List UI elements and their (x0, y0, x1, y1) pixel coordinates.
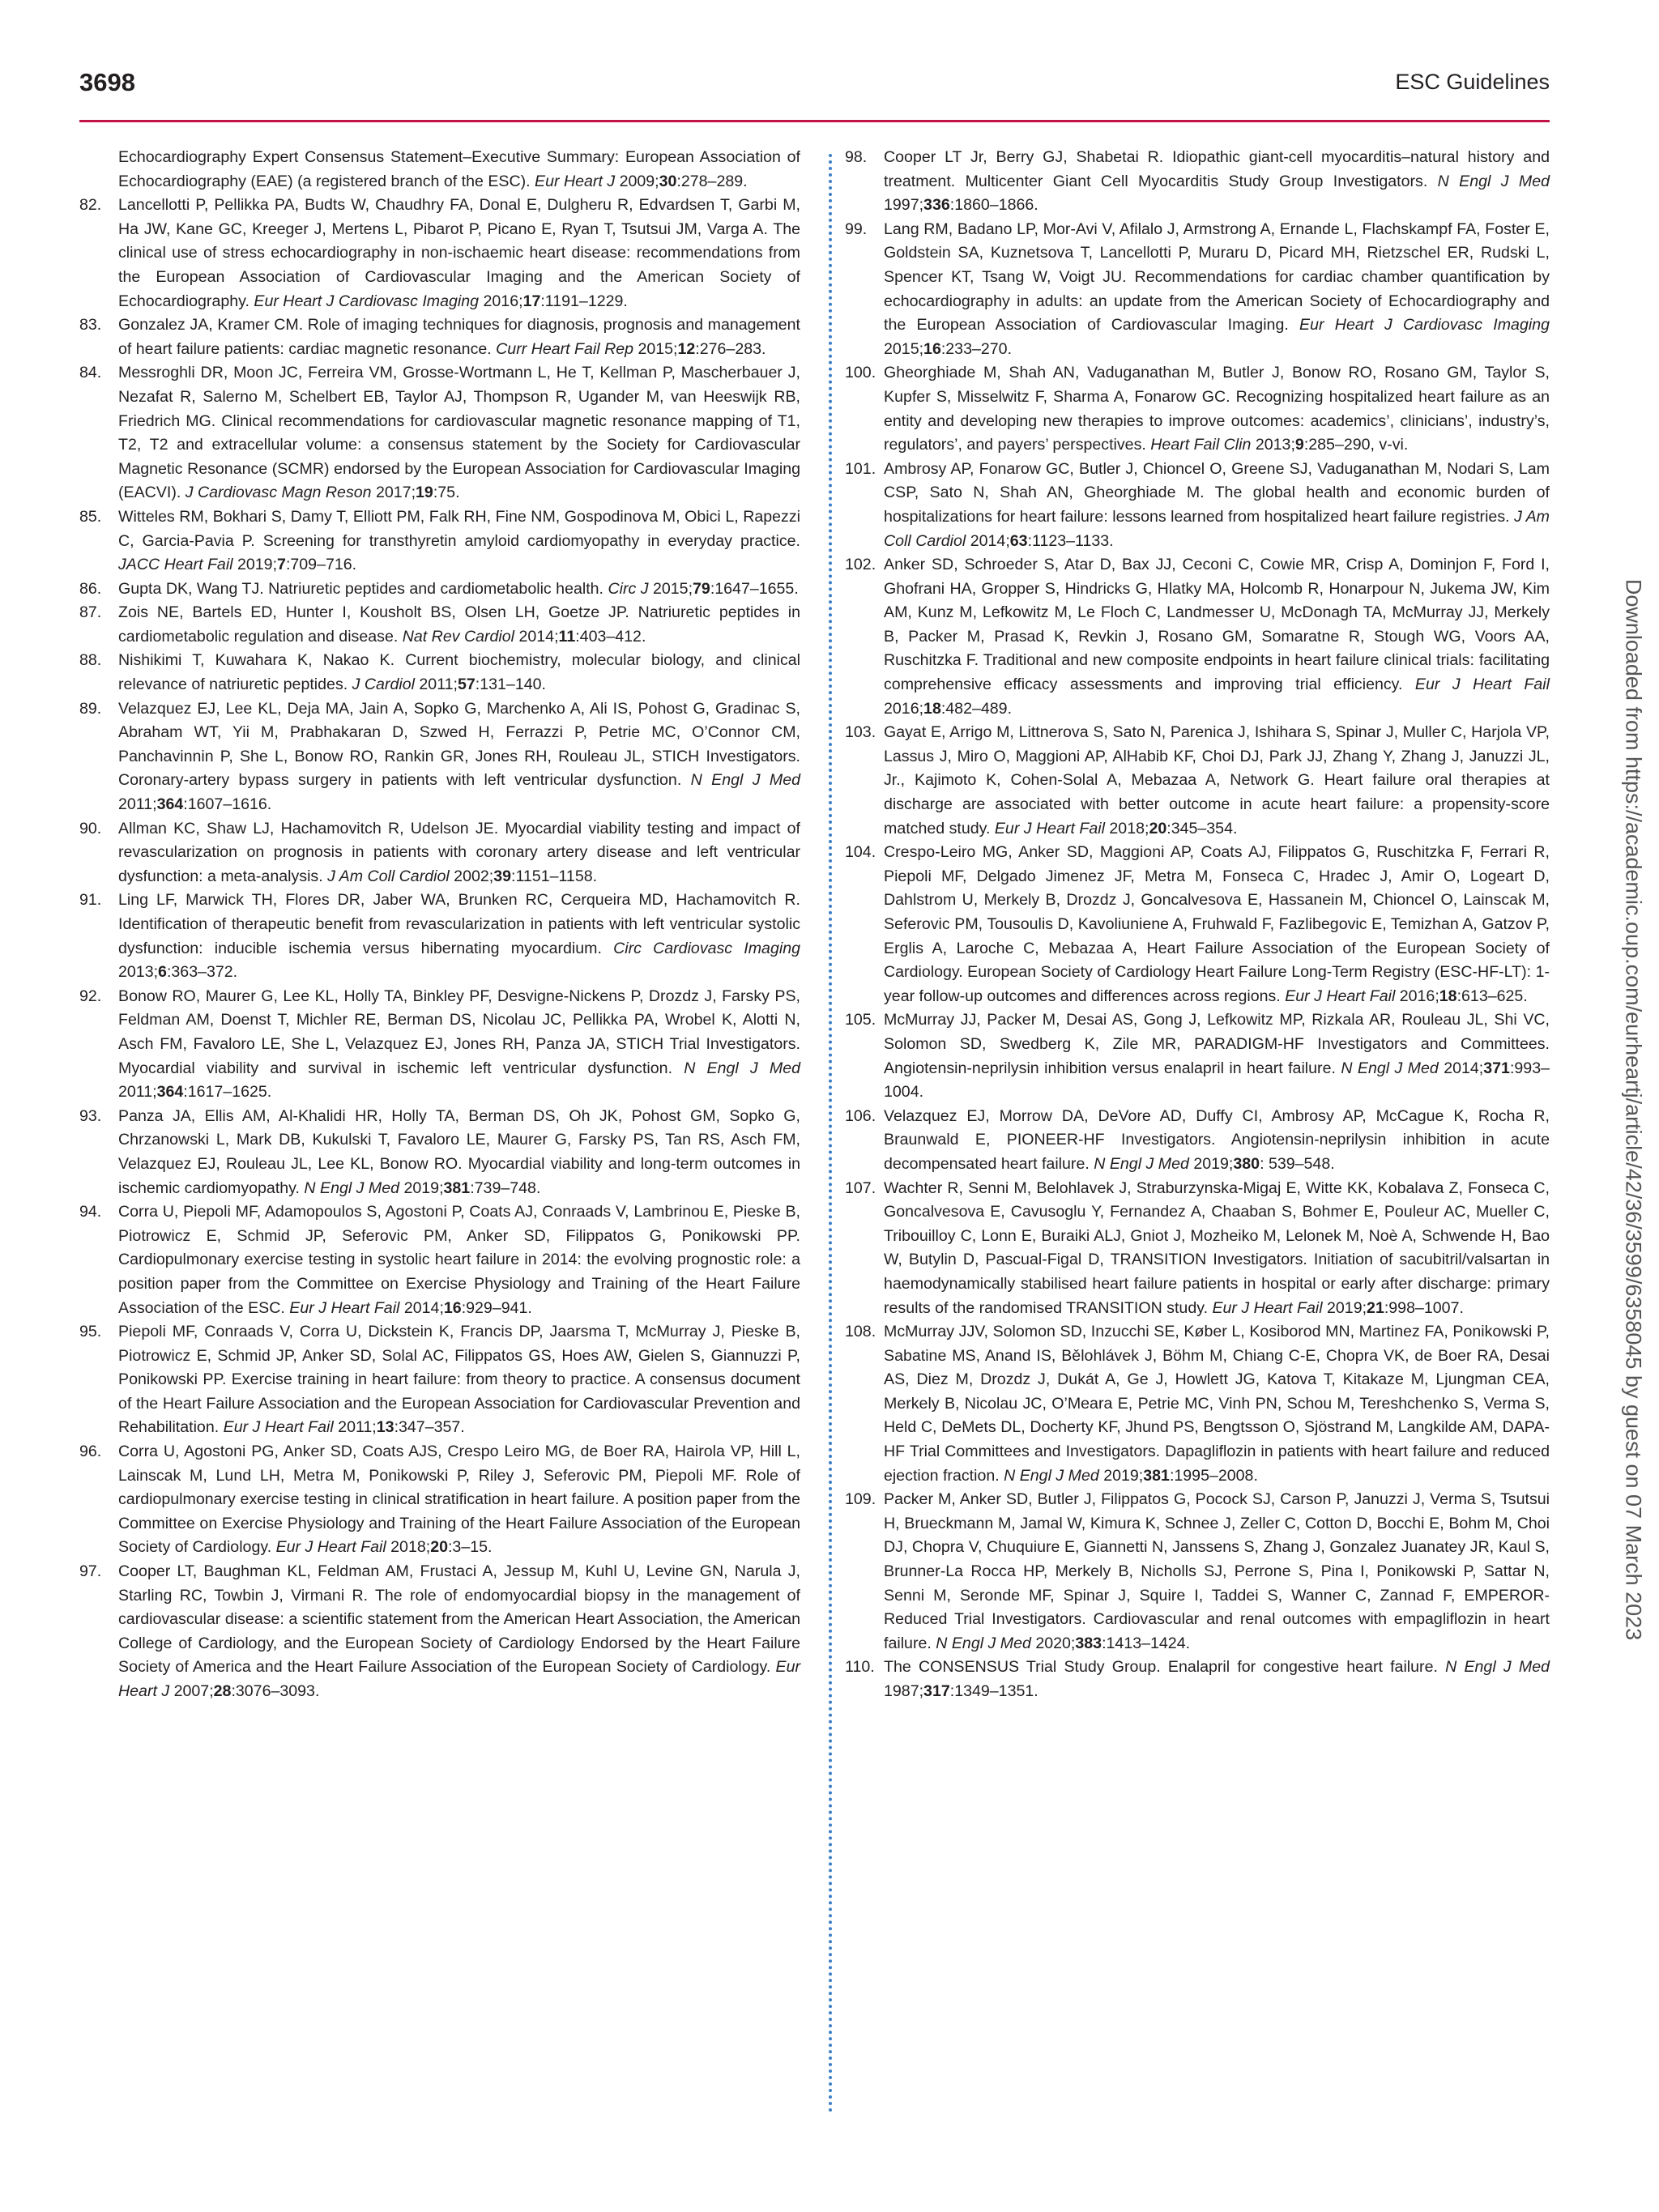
reference-text: Zois NE, Bartels ED, Hunter I, Kousholt BS, Olsen LH, Goetze JP. Natriuretic peptides in cardiometabolic regulation and disease. (118, 603, 800, 646)
reference-number: 88. (79, 651, 102, 670)
page-range: :131–140. (475, 676, 546, 694)
volume-number: 16 (923, 339, 941, 358)
page-range: :998–1007. (1384, 1298, 1464, 1317)
journal-name: N Engl J Med (690, 771, 800, 790)
reference-number: 102. (845, 556, 876, 574)
reference-year: 2019; (1188, 1154, 1234, 1173)
reference-text: Velazquez EJ, Lee KL, Deja MA, Jain A, Sopko G, Marchenko A, Ali IS, Pohost G, Gradinac S, Abraham WT, Yii M, Prabhakaran D, Szwed H, Ferrazzi P, Petrie MC, O’Connor CM, Panchavinnin P, She L, Bonow RO, Rankin GR, Jones RH, Rouleau JL, STICH Investigators. Coronary-artery bypass surgery in patients with left ventricular dysfunction. (118, 699, 800, 790)
reference-year: 2019; (399, 1178, 444, 1197)
reference-number: 107. (845, 1178, 876, 1197)
reference-year: 2014; (514, 627, 559, 646)
volume-number: 39 (493, 867, 512, 885)
reference-year: 2017; (371, 484, 416, 502)
journal-name: Eur J Heart Fail (289, 1298, 400, 1317)
reference-item (845, 1320, 1550, 1488)
reference-item (845, 1488, 1550, 1656)
journal-name: J Am Coll Cardiol (884, 507, 1550, 550)
reference-text: Nishikimi T, Kuwahara K, Nakao K. Current biochemistry, molecular biology, and clinical relevance of natriuretic peptides. (118, 651, 800, 694)
volume-number: 21 (1367, 1298, 1384, 1317)
reference-item (79, 313, 800, 361)
journal-name: Eur J Heart Fail (275, 1538, 386, 1557)
download-notice-text: Downloaded from https://academic.oup.com/eurheartj/article/42/36/3599/6358045 by guest on 07 March 2023 (1621, 578, 1646, 1641)
reference-text: Lang RM, Badano LP, Mor-Avi V, Afilalo J, Armstrong A, Ernande L, Flachskampf FA, Foster E, Goldstein SA, Kuznetsova T, Lancellotti P, Muraru D, Picard MH, Rietzschel ER, Rudski L, Spencer KT, Tsang W, Voigt JU. Recommendations for cardiac chamber quantification by echocardiography in adults: an update from the American Society of Echocardiography and the European Association of Cardiovascular Imaging. (884, 219, 1550, 335)
reference-number: 94. (79, 1203, 102, 1221)
volume-number: 371 (1483, 1059, 1510, 1077)
header-rule (79, 120, 1550, 122)
reference-year: 2013; (1251, 436, 1295, 454)
reference-year: 2015; (648, 579, 693, 598)
volume-number: 19 (416, 484, 433, 502)
journal-name: N Engl J Med (1341, 1059, 1439, 1077)
reference-item (79, 505, 800, 578)
volume-number: 63 (1009, 531, 1028, 550)
reference-year: 2011; (414, 676, 458, 694)
reference-text: Echocardiography Expert Consensus Statement–Executive Summary: European Association of Echocardiography (EAE) (a registered branch of the ESC). (118, 148, 800, 190)
page-range: :363–372. (166, 963, 238, 982)
page-range: :1349–1351. (949, 1682, 1038, 1700)
reference-item (79, 578, 800, 602)
reference-year: 2018; (1104, 819, 1149, 837)
volume-number: 18 (1439, 987, 1457, 1005)
journal-name: Heart Fail Clin (1150, 436, 1252, 454)
page-range: :1607–1616. (183, 795, 272, 814)
reference-text: Witteles RM, Bokhari S, Damy T, Elliott PM, Falk RH, Fine NM, Gospodinova M, Obici L, Rapezzi C, Garcia-Pavia P. Screening for transthyretin amyloid cardiomyopathy in everyday practice. (118, 507, 800, 550)
reference-number: 98. (845, 148, 868, 166)
journal-name: JACC Heart Fail (118, 556, 233, 574)
volume-number: 380 (1233, 1154, 1260, 1173)
journal-name: N Engl J Med (1004, 1466, 1099, 1485)
reference-year: 2015; (884, 339, 924, 358)
journal-name: Eur J Heart Fail (223, 1418, 334, 1437)
reference-number: 110. (845, 1658, 875, 1677)
journal-name: Eur J Heart Fail (1414, 676, 1550, 694)
volume-number: 381 (1143, 1466, 1170, 1485)
reference-year: 1997; (884, 196, 924, 215)
page-range: :1191–1229. (540, 292, 628, 310)
reference-item (79, 1200, 800, 1320)
journal-name: Eur J Heart Fail (1285, 987, 1396, 1005)
volume-number: 12 (677, 339, 696, 358)
page-range: :347–357. (394, 1418, 465, 1437)
volume-number: 336 (923, 196, 950, 215)
volume-number: 6 (158, 963, 167, 982)
reference-text: Packer M, Anker SD, Butler J, Filippatos G, Pocock SJ, Carson P, Januzzi J, Verma S, Tsutsui H, Brueckmann M, Jamal W, Kimura K, Schnee J, Zeller C, Cotton D, Bocchi E, Bohm M, Choi DJ, Chopra V, Chuquiure E, Giannetti N, Janssens S, Zhang J, Gonzalez Juanatey JR, Kaul S, Brunner-La Rocca HP, Merkely B, Nicholls SJ, Perrone S, Pina I, Ponikowski P, Sattar N, Senni M, Seronde MF, Spinar J, Squire I, Taddei S, Wanner C, Zannad F, EMPEROR-Reduced Trial Investigators. Cardiovascular and renal outcomes with empagliflozin in heart failure. (884, 1490, 1550, 1652)
volume-number: 30 (659, 172, 677, 190)
reference-number: 84. (79, 364, 102, 382)
reference-year: 2014; (966, 531, 1010, 550)
page-range: : 539–548. (1260, 1154, 1335, 1173)
running-head: ESC Guidelines (1395, 70, 1550, 94)
reference-list-right (845, 146, 1550, 1704)
journal-name: J Cardiol (352, 676, 415, 694)
reference-item (845, 841, 1550, 1008)
volume-number: 20 (1149, 819, 1167, 837)
page-range: :482–489. (940, 699, 1013, 718)
reference-item (845, 458, 1550, 553)
volume-number: 57 (458, 676, 476, 694)
reference-number: 83. (79, 316, 102, 335)
reference-number: 86. (79, 579, 102, 598)
reference-item (79, 697, 800, 817)
reference-text: Ling LF, Marwick TH, Flores DR, Jaber WA, Brunken RC, Cerqueira MD, Hachamovitch R. Identification of therapeutic benefit from revascularization in patients with left ventricular systolic dysfunction: inducible ischemia versus hibernating myocardium. (118, 891, 800, 957)
journal-name: Eur Heart J (118, 1658, 800, 1700)
journal-name: J Cardiovasc Magn Reson (185, 484, 372, 502)
reference-text: Messroghli DR, Moon JC, Ferreira VM, Grosse-Wortmann L, He T, Kellman P, Mascherbauer J, Nezafat R, Salerno M, Schelbert EB, Taylor AJ, Thompson R, Ugander M, van Heeswijk RB, Friedrich MG. Clinical recommendations for cardiovascular magnetic resonance mapping of T1, T2, T2 and extracellular volume: a consensus statement by the Society for Cardiovascular Magnetic Resonance (SCMR) endorsed by the European Association for Cardiovascular Imaging (EACVI). (118, 364, 800, 502)
reference-text: Lancellotti P, Pellikka PA, Budts W, Chaudhry FA, Donal E, Dulgheru R, Edvardsen T, Garbi M, Ha JW, Kane GC, Kreeger J, Mertens L, Pibarot P, Picano E, Ryan T, Tsutsui JM, Varga A. The clinical use of stress echocardiography in non-ischaemic heart disease: recommendations from the European Association of Cardiovascular Imaging and the American Society of Echocardiography. (118, 196, 800, 310)
reference-year: 2015; (633, 339, 678, 358)
reference-number: 93. (79, 1106, 102, 1125)
journal-name: Circ J (608, 579, 649, 598)
page-range: :1123–1133. (1027, 531, 1114, 550)
journal-name: Eur Heart J Cardiovasc Imaging (254, 292, 480, 310)
page-range: :75. (433, 484, 460, 502)
page-range: :929–941. (461, 1298, 532, 1317)
reference-text: Anker SD, Schroeder S, Atar D, Bax JJ, Ceconi C, Cowie MR, Crisp A, Dominjon F, Ford I, Ghofrani HA, Gropper S, Hindricks G, Hlatky MA, Holcomb R, Honarpour N, Jukema JW, Kim AM, Kunz M, Lefkowitz M, Le Floch C, Landmesser U, McDonagh TA, McMurray JJ, Merkely B, Packer M, Prasad K, Revkin J, Rosano GM, Somaratne R, Stough WG, Voors AA, Ruschitzka F. Traditional and new composite endpoints in heart failure clinical trials: facilitating comprehensive efficacy assessments and improving trial efficiency. (884, 556, 1550, 694)
reference-year: 2014; (1438, 1059, 1484, 1077)
reference-item (79, 1560, 800, 1704)
reference-number: 90. (79, 819, 102, 837)
reference-number: 87. (79, 603, 102, 622)
volume-number: 383 (1075, 1634, 1102, 1652)
reference-text: Crespo-Leiro MG, Anker SD, Maggioni AP, Coats AJ, Filippatos G, Ruschitzka F, Ferrari R, Piepoli MF, Delgado Jimenez JF, Metra M, Fonseca C, Hradec J, Amir O, Logeart D, Dahlstrom U, Merkely B, Drozdz J, Goncalvesova E, Hassanein M, Chioncel O, Lainscak M, Seferovic PM, Tousoulis D, Kavoliuniene A, Fruhwald F, Fazlibegovic E, Temizhan A, Gatzov P, Erglis A, Laroche C, Mebazaa A, Heart Failure Association of the European Society of Cardiology. European Society of Cardiology Heart Failure Long-Term Registry (ESC-HF-LT): 1-year follow-up outcomes and differences across regions. (884, 843, 1550, 1005)
reference-text: Gheorghiade M, Shah AN, Vaduganathan M, Butler J, Bonow RO, Rosano GM, Taylor S, Kupfer S, Misselwitz F, Sharma A, Fonarow GC. Recognizing hospitalized heart failure as an entity and developing new therapies to improve outcomes: academics’, clinicians’, industry’s, regulators’, and payers’ perspectives. (884, 364, 1550, 454)
volume-number: 364 (156, 1083, 184, 1102)
reference-number: 96. (79, 1443, 102, 1461)
reference-text: The CONSENSUS Trial Study Group. Enalapril for congestive heart failure. (884, 1658, 1446, 1677)
reference-text: Wachter R, Senni M, Belohlavek J, Straburzynska-Migaj E, Witte KK, Kobalava Z, Fonseca C, Goncalvesova E, Cavusoglu Y, Fernandez A, Chaaban S, Bohmer E, Pouleur AC, Mueller C, Tribouilloy C, Lonn E, Buraiki ALJ, Gniot J, Mozheiko M, Lelonek M, Noè A, Schwende H, Bao W, Butylin D, Pascual-Figal D, TRANSITION Investigators. Initiation of sacubitril/valsartan in haemodynamically stabilised heart failure patients in hospital or early after discharge: primary results of the randomised TRANSITION study. (884, 1178, 1550, 1317)
reference-item (845, 361, 1550, 457)
reference-year: 2011; (118, 1083, 157, 1102)
volume-number: 381 (443, 1178, 471, 1197)
reference-number: 105. (845, 1011, 876, 1029)
reference-year: 2011; (118, 795, 157, 814)
reference-year: 2016; (1395, 987, 1439, 1005)
reference-year: 2007; (169, 1682, 214, 1700)
page-range: :285–290, v-vi. (1303, 436, 1409, 454)
reference-text: Cooper LT Jr, Berry GJ, Shabetai R. Idiopathic giant-cell myocarditis–natural history and treatment. Multicenter Giant Cell Myocarditis Study Group Investigators. (884, 148, 1550, 190)
journal-name: Eur Heart J (535, 172, 616, 190)
page-range: :1647–1655. (710, 579, 799, 598)
reference-number: 109. (845, 1490, 876, 1509)
reference-year: 2019; (1322, 1298, 1367, 1317)
reference-number: 91. (79, 891, 102, 910)
journal-name: Circ Cardiovasc Imaging (613, 939, 800, 957)
volume-number: 20 (430, 1538, 448, 1557)
journal-name: Curr Heart Fail Rep (496, 339, 634, 358)
journal-name: N Engl J Med (936, 1634, 1031, 1652)
reference-text: Velazquez EJ, Morrow DA, DeVore AD, Duffy CI, Ambrosy AP, McCague K, Rocha R, Braunwald E, PIONEER-HF Investigators. Angiotensin-neprilysin inhibition in acute decompensated heart failure. (884, 1106, 1550, 1173)
reference-text: Allman KC, Shaw LJ, Hachamovitch R, Udelson JE. Myocardial viability testing and impact of revascularization on prognosis in patients with coronary artery disease and left ventricular dysfunction: a meta-analysis. (118, 819, 800, 885)
reference-number: 99. (845, 219, 868, 238)
reference-number: 104. (845, 843, 876, 862)
reference-text: Bonow RO, Maurer G, Lee KL, Holly TA, Binkley PF, Desvigne-Nickens P, Drozdz J, Farsky PS, Feldman AM, Doenst T, Michler RE, Berman DS, Nicolau JC, Pellikka PA, Wrobel K, Alotti N, Asch FM, Favaloro LE, She L, Velazquez EJ, Jones RH, Panza JA, STICH Trial Investigators. Myocardial viability and survival in ischemic left ventricular dysfunction. (118, 987, 800, 1077)
reference-item (79, 1105, 800, 1200)
reference-text: Cooper LT, Baughman KL, Feldman AM, Frustaci A, Jessup M, Kuhl U, Levine GN, Narula J, Starling RC, Towbin J, Virmani R. The role of endomyocardial biopsy in the management of cardiovascular disease: a scientific statement from the American Heart Association, the American College of Cardiology, and the European Society of Cardiology Endorsed by the Heart Failure Society of America and the Heart Failure Association of the European Society of Cardiology. (118, 1562, 800, 1677)
volume-number: 317 (923, 1682, 950, 1700)
reference-year: 2002; (449, 867, 494, 885)
page-range: :345–354. (1166, 819, 1238, 837)
reference-text: McMurray JJ, Packer M, Desai AS, Gong J, Lefkowitz MP, Rizkala AR, Rouleau JL, Shi VC, Solomon SD, Swedberg K, Zile MR, PARADIGM-HF Investigators and Committees. Angiotensin-neprilysin inhibition versus enalapril in heart failure. (884, 1011, 1550, 1077)
reference-item (845, 553, 1550, 721)
reference-year: 2013; (118, 963, 159, 982)
volume-number: 9 (1294, 436, 1304, 454)
reference-item (79, 601, 800, 649)
reference-text: Piepoli MF, Conraads V, Corra U, Dickstein K, Francis DP, Jaarsma T, McMurray J, Pieske B, Piotrowicz E, Schmid JP, Anker SD, Solal AC, Filippatos GS, Hoes AW, Gielen S, Giannuzzi P, Ponikowski PP. Exercise training in heart failure: from theory to practice. A consensus document of the Heart Failure Association and the European Association for Cardiovascular Prevention and Rehabilitation. (118, 1323, 800, 1437)
journal-name: N Engl J Med (304, 1178, 400, 1197)
reference-text: Gupta DK, Wang TJ. Natriuretic peptides and cardiometabolic health. (118, 579, 608, 598)
reference-item (845, 1105, 1550, 1177)
reference-item (79, 1320, 800, 1440)
journal-name: N Engl J Med (1445, 1658, 1550, 1677)
page-range: :233–270. (940, 339, 1013, 358)
reference-number: 89. (79, 699, 102, 718)
page-number: 3698 (79, 68, 135, 96)
journal-name: Eur Heart J Cardiovasc Imaging (1299, 316, 1550, 335)
page-range: :709–716. (285, 556, 357, 574)
reference-item (79, 817, 800, 889)
volume-number: 11 (558, 627, 576, 646)
page-range: :403–412. (575, 627, 646, 646)
reference-text: McMurray JJV, Solomon SD, Inzucchi SE, Køber L, Kosiborod MN, Martinez FA, Ponikowski P, Sabatine MS, Anand IS, Bělohlávek J, Böhm M, Chiang C-E, Chopra VK, de Boer RA, Desai AS, Diez M, Drozdz J, Dukát A, Ge J, Howlett JG, Katova T, Kitakaze M, Ljungman CEA, Merkely B, Nicolau JC, O’Meara E, Petrie MC, Vinh PN, Schou M, Tereshchenko S, Verma S, Held C, DeMets DL, Docherty KF, Jhund PS, Bengtsson O, Sjöstrand M, Langkilde AM, DAPA-HF Trial Committees and Investigators. Dapagliflozin in patients with heart failure and reduced ejection fraction. (884, 1323, 1550, 1485)
page-range: :993–1004. (884, 1059, 1550, 1102)
reference-text: Ambrosy AP, Fonarow GC, Butler J, Chioncel O, Greene SJ, Vaduganathan M, Nodari S, Lam CSP, Sato N, Shah AN, Gheorghiade M. The global health and economic burden of hospitalizations for heart failure: lessons learned from hospitalized heart failure registries. (884, 459, 1550, 526)
reference-number: 97. (79, 1562, 102, 1581)
page-range: :1151–1158. (511, 867, 598, 885)
reference-year: 2019; (1098, 1466, 1144, 1485)
reference-text: Corra U, Piepoli MF, Adamopoulos S, Agostoni P, Coats AJ, Conraads V, Lambrinou E, Pieske B, Piotrowicz E, Schmid JP, Seferovic PM, Anker SD, Filippatos G, Ponikowski PP. Cardiopulmonary exercise testing in systolic heart failure in 2014: the evolving prognostic role: a position paper from the Committee on Exercise Physiology and Training of the Heart Failure Association of the ESC. (118, 1203, 800, 1317)
reference-year: 2016; (884, 699, 924, 718)
page-range: :1860–1866. (949, 196, 1038, 215)
reference-year: 2019; (232, 556, 278, 574)
reference-year: 2020; (1030, 1634, 1076, 1652)
page-range: :1413–1424. (1102, 1634, 1191, 1652)
volume-number: 13 (376, 1418, 394, 1437)
reference-year: 2009; (615, 172, 659, 190)
reference-number: 82. (79, 196, 102, 215)
journal-name: Nat Rev Cardiol (402, 627, 515, 646)
reference-number: 95. (79, 1323, 102, 1341)
volume-number: 18 (923, 699, 941, 718)
column-divider (829, 154, 832, 2114)
reference-number: 103. (845, 723, 876, 742)
volume-number: 7 (277, 556, 286, 574)
reference-year: 2018; (386, 1538, 431, 1557)
reference-item (79, 889, 800, 984)
volume-number: 79 (693, 579, 710, 598)
reference-year: 2014; (399, 1298, 444, 1317)
reference-item (845, 721, 1550, 841)
reference-year: 2016; (479, 292, 523, 310)
reference-item (79, 361, 800, 505)
reference-number: 100. (845, 364, 876, 382)
reference-item (845, 1656, 1550, 1703)
reference-number: 101. (845, 459, 876, 478)
volume-number: 28 (213, 1682, 232, 1700)
reference-number: 85. (79, 507, 102, 526)
journal-name: N Engl J Med (1437, 172, 1550, 190)
page-range: :613–625. (1456, 987, 1528, 1005)
reference-number: 92. (79, 987, 102, 1005)
reference-year: 2011; (333, 1418, 377, 1437)
reference-text: Panza JA, Ellis AM, Al-Khalidi HR, Holly TA, Berman DS, Oh JK, Pohost GM, Sopko G, Chrzanowski L, Mark DB, Kukulski T, Favaloro LE, Maurer G, Farsky PS, Tan RS, Asch FM, Velazquez EJ, Rouleau JL, Lee KL, Bonow RO. Myocardial viability and long-term outcomes in ischemic cardiomyopathy. (118, 1106, 800, 1197)
page-range: :3076–3093. (231, 1682, 320, 1700)
journal-name: J Am Coll Cardiol (327, 867, 450, 885)
reference-item (845, 218, 1550, 362)
reference-item (79, 1440, 800, 1560)
reference-text: Gayat E, Arrigo M, Littnerova S, Sato N, Parenica J, Ishihara S, Spinar J, Muller C, Harjola VP, Lassus J, Miro O, Maggioni AP, AlHabib KF, Choi DJ, Park JJ, Zhang Y, Zhang J, Januzzi JL, Jr., Kajimoto K, Cohen-Solal A, Mebazaa A, Network G. Heart failure oral therapies at discharge are associated with better outcome in acute heart failure: a propensity-score matched study. (884, 723, 1550, 837)
page-range: :276–283. (695, 339, 766, 358)
reference-text: Gonzalez JA, Kramer CM. Role of imaging techniques for diagnosis, prognosis and management of heart failure patients: cardiac magnetic resonance. (118, 316, 800, 358)
volume-number: 17 (522, 292, 541, 310)
reference-item (79, 985, 800, 1105)
journal-name: N Engl J Med (1094, 1154, 1189, 1173)
reference-text: Corra U, Agostoni PG, Anker SD, Coats AJS, Crespo Leiro MG, de Boer RA, Hairola VP, Hill L, Lainscak M, Lund LH, Metra M, Ponikowski P, Riley J, Seferovic PM, Piepoli MF. Role of cardiopulmonary exercise testing in clinical stratification in heart failure. A position paper from the Committee on Exercise Physiology and Training of the Heart Failure Association of the European Society of Cardiology. (118, 1443, 800, 1557)
page-range: :1617–1625. (183, 1083, 272, 1102)
journal-name: Eur J Heart Fail (994, 819, 1105, 837)
volume-number: 364 (156, 795, 184, 814)
reference-item (79, 649, 800, 697)
reference-item (79, 146, 800, 194)
reference-number: 108. (845, 1323, 876, 1341)
reference-item (845, 146, 1550, 218)
journal-name: N Engl J Med (684, 1059, 800, 1077)
reference-number: 106. (845, 1106, 876, 1125)
volume-number: 16 (443, 1298, 462, 1317)
reference-item (845, 1177, 1550, 1321)
reference-item (79, 194, 800, 313)
reference-year: 1987; (884, 1682, 924, 1700)
reference-item (845, 1008, 1550, 1104)
page-range: :1995–2008. (1169, 1466, 1258, 1485)
page-range: :278–289. (676, 172, 748, 190)
page-range: :739–748. (470, 1178, 541, 1197)
page-range: :3–15. (447, 1538, 493, 1557)
journal-name: Eur J Heart Fail (1212, 1298, 1323, 1317)
reference-list-left (79, 146, 800, 1704)
page-header (79, 68, 1550, 107)
